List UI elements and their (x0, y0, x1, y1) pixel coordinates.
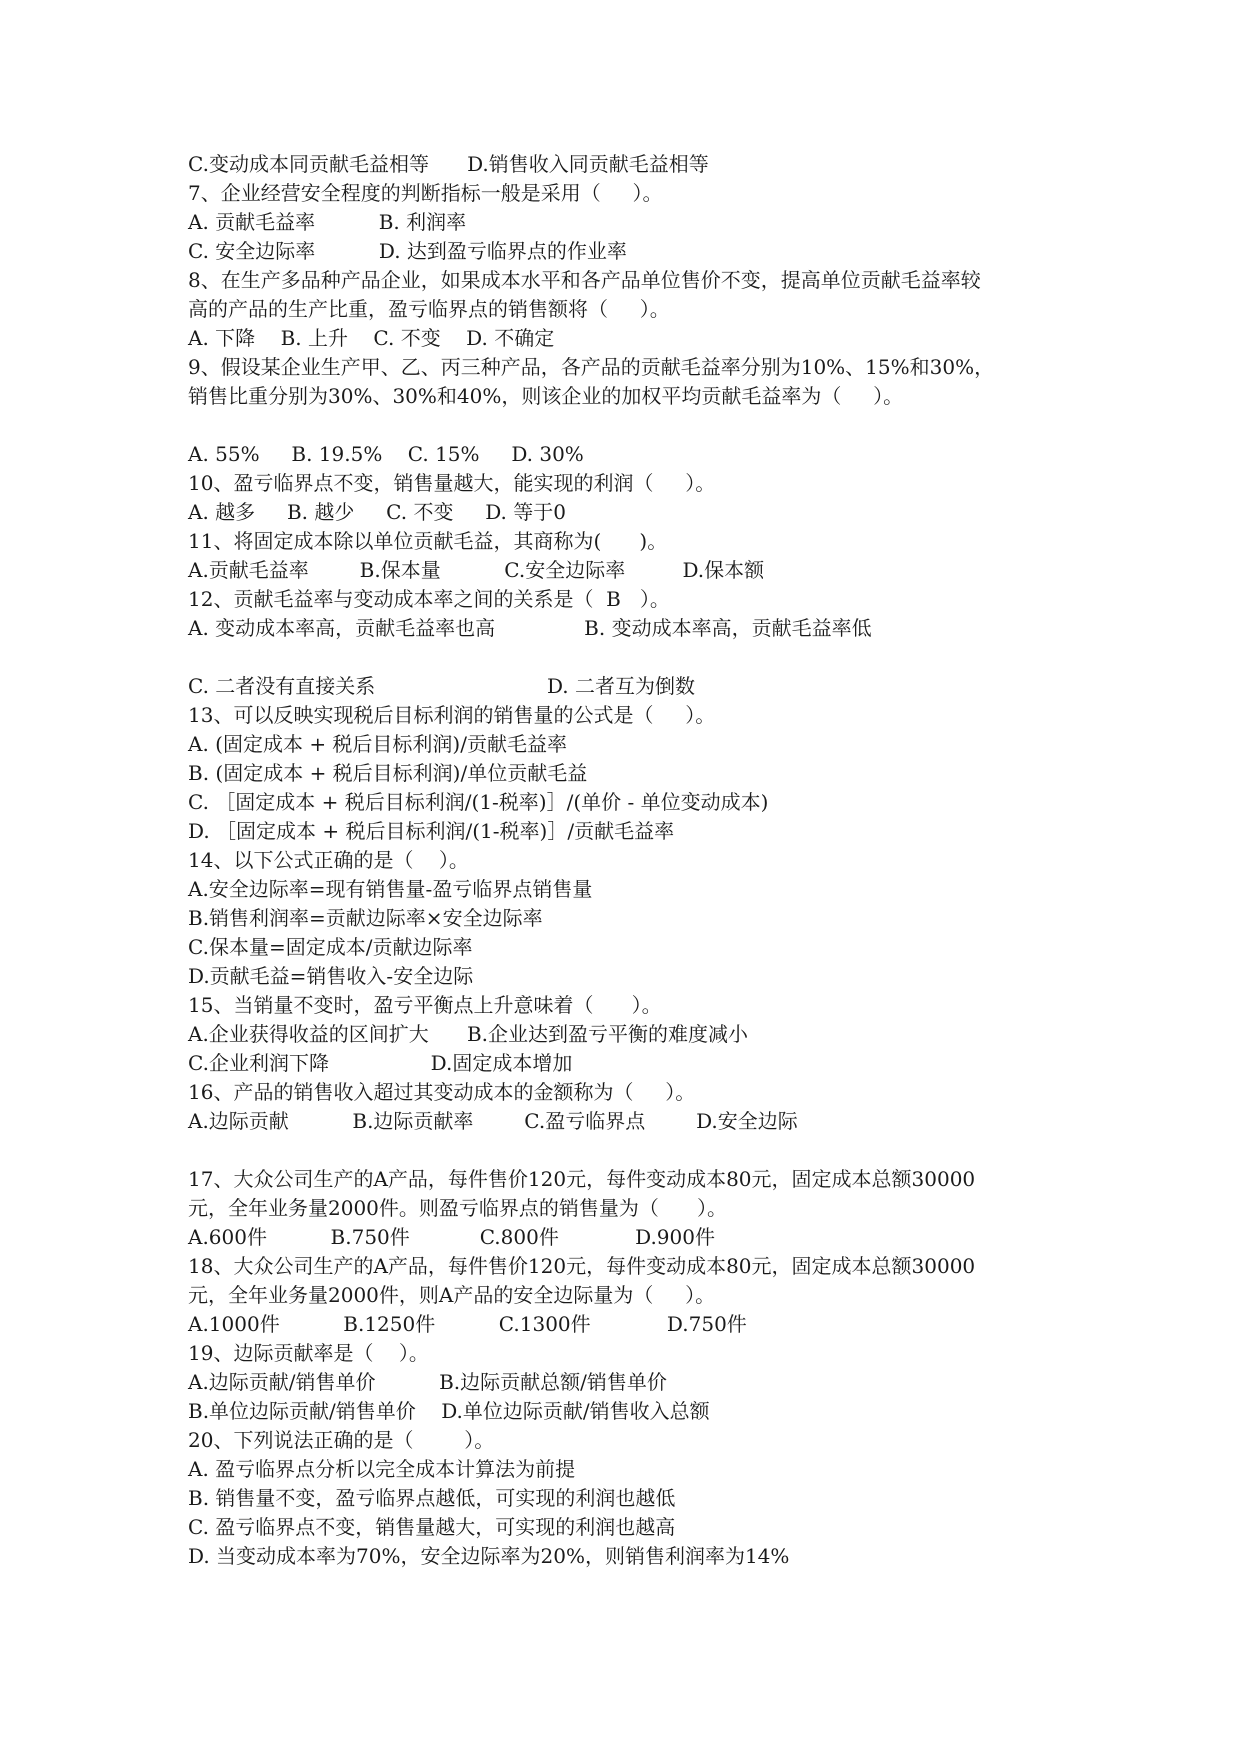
question-14: 14、以下公式正确的是（ ）。 (188, 848, 469, 872)
document-page (188, 150, 1068, 1571)
option-line: A.600件 B.750件 C.800件 D.900件 (188, 1225, 715, 1249)
question-10: 10、盈亏临界点不变，销售量越大，能实现的利润（ ）。 (188, 471, 716, 495)
option-line: A.安全边际率=现有销售量-盈亏临界点销售量 (188, 877, 593, 901)
blank-line (188, 1136, 1068, 1165)
question-17-cont: 元，全年业务量2000件。则盈亏临界点的销售量为（ ）。 (188, 1196, 728, 1220)
question-9-cont: 销售比重分别为30%、30%和40%，则该企业的加权平均贡献毛益率为（ ）。 (188, 384, 904, 408)
option-line: B.单位边际贡献/销售单价 D.单位边际贡献/销售收入总额 (188, 1399, 710, 1423)
question-19: 19、边际贡献率是（ ）。 (188, 1341, 429, 1365)
option-line: A.边际贡献 B.边际贡献率 C.盈亏临界点 D.安全边际 (188, 1109, 798, 1133)
option-line: B. (固定成本 + 税后目标利润)/单位贡献毛益 (188, 761, 588, 785)
option-line: C. 二者没有直接关系 D. 二者互为倒数 (188, 674, 695, 698)
option-line: A. (固定成本 + 税后目标利润)/贡献毛益率 (188, 732, 567, 756)
option-line: A.边际贡献/销售单价 B.边际贡献总额/销售单价 (188, 1370, 667, 1394)
question-15: 15、当销量不变时，盈亏平衡点上升意味着（ ）。 (188, 993, 662, 1017)
question-11: 11、将固定成本除以单位贡献毛益，其商称为( )。 (188, 529, 668, 553)
option-line: C. ［固定成本 + 税后目标利润/(1-税率)］/(单价 - 单位变动成本) (188, 790, 769, 814)
question-12: 12、贡献毛益率与变动成本率之间的关系是（ B ）。 (188, 587, 670, 611)
question-13: 13、可以反映实现税后目标利润的销售量的公式是（ ）。 (188, 703, 716, 727)
option-line: D. 当变动成本率为70%，安全边际率为20%，则销售利润率为14% (188, 1544, 790, 1568)
option-line: C. 盈亏临界点不变，销售量越大，可实现的利润也越高 (188, 1515, 676, 1539)
option-line: A. 变动成本率高，贡献毛益率也高 B. 变动成本率高，贡献毛益率低 (188, 616, 872, 640)
question-9: 9、假设某企业生产甲、乙、丙三种产品，各产品的贡献毛益率分别为10%、15%和30%， (188, 355, 995, 379)
question-16: 16、产品的销售收入超过其变动成本的金额称为（ ）。 (188, 1080, 696, 1104)
option-line: C.变动成本同贡献毛益相等 D.销售收入同贡献毛益相等 (188, 152, 709, 176)
option-line: D. ［固定成本 + 税后目标利润/(1-税率)］/贡献毛益率 (188, 819, 675, 843)
question-18-cont: 元，全年业务量2000件，则A产品的安全边际量为（ ）。 (188, 1283, 716, 1307)
option-line: A. 越多 B. 越少 C. 不变 D. 等于0 (188, 500, 566, 524)
question-20: 20、下列说法正确的是（ ）。 (188, 1428, 495, 1452)
option-line: C. 安全边际率 D. 达到盈亏临界点的作业率 (188, 239, 627, 263)
option-line: C.企业利润下降 D.固定成本增加 (188, 1051, 573, 1075)
option-line: B. 销售量不变，盈亏临界点越低，可实现的利润也越低 (188, 1486, 676, 1510)
blank-line (188, 643, 1068, 672)
question-8-cont: 高的产品的生产比重，盈亏临界点的销售额将（ ）。 (188, 297, 670, 321)
option-line: A. 贡献毛益率 B. 利润率 (188, 210, 467, 234)
question-17: 17、大众公司生产的A产品，每件售价120元，每件变动成本80元，固定成本总额30000 (188, 1167, 976, 1191)
option-line: A.贡献毛益率 B.保本量 C.安全边际率 D.保本额 (188, 558, 765, 582)
question-8: 8、在生产多品种产品企业，如果成本水平和各产品单位售价不变，提高单位贡献毛益率较 (188, 268, 981, 292)
option-line: C.保本量=固定成本/贡献边际率 (188, 935, 473, 959)
option-line: D.贡献毛益=销售收入-安全边际 (188, 964, 474, 988)
blank-line (188, 411, 1068, 440)
option-line: A. 下降 B. 上升 C. 不变 D. 不确定 (188, 326, 555, 350)
option-line: A. 盈亏临界点分析以完全成本计算法为前提 (188, 1457, 576, 1481)
question-18: 18、大众公司生产的A产品，每件售价120元，每件变动成本80元，固定成本总额30000 (188, 1254, 976, 1278)
option-line: A.企业获得收益的区间扩大 B.企业达到盈亏平衡的难度减小 (188, 1022, 748, 1046)
option-line: A.1000件 B.1250件 C.1300件 D.750件 (188, 1312, 747, 1336)
question-7: 7、企业经营安全程度的判断指标一般是采用（ ）。 (188, 181, 663, 205)
option-line: A. 55% B. 19.5% C. 15% D. 30% (188, 442, 584, 466)
option-line: B.销售利润率=贡献边际率×安全边际率 (188, 906, 543, 930)
